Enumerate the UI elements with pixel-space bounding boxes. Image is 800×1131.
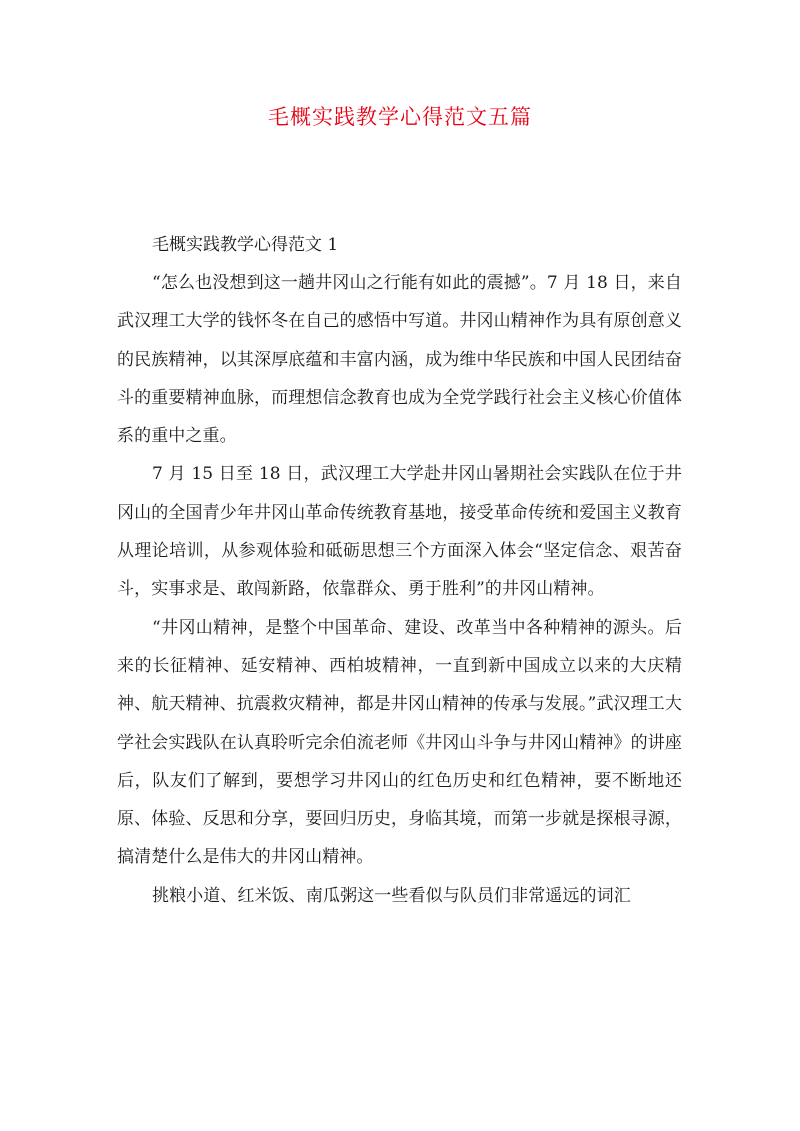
document-body	[117, 226, 682, 915]
paragraph-4: 挑粮小道、红米饭、南瓜粥这一些看似与队员们非常遥远的词汇	[152, 885, 631, 906]
paragraph-1: “怎么也没想到这一趟井冈山之行能有如此的震撼”。7 月 18 日，来自武汉理工大学的钱怀冬在自己的感悟中写道。井冈山精神作为具有原创意义的民族精神，以其深厚底蕴和丰富内涵，成为维中华民族和中国人民团结奋斗的重要精神血脉，而理想信念教育也成为全党学践行社会主义核心价值体系的重中之重。	[117, 273, 682, 447]
paragraph-3: “井冈山精神，是整个中国革命、建设、改革当中各种精神的源头。后来的长征精神、延安精神、西柏坡精神，一直到新中国成立以来的大庆精神、航天精神、抗震救灾精神，都是井冈山精神的传承与发展。”武汉理工大学社会实践队在认真聆听完余伯流老师《井冈山斗争与井冈山精神》的讲座后，队友们了解到，要想学习井冈山的红色历史和红色精神，要不断地还原、体验、反思和分享，要回归历史，身临其境，而第一步就是探根寻源，搞清楚什么是伟大的井冈山精神。	[117, 617, 682, 868]
section-subtitle: 毛概实践教学心得范文 1	[152, 235, 339, 255]
document-title: 毛概实践教学心得范文五篇	[268, 105, 532, 129]
paragraph-2: 7 月 15 日至 18 日，武汉理工大学赴井冈山暑期社会实践队在位于井冈山的全国青少年井冈山革命传统教育基地，接受革命传统和爱国主义教育从理论培训，从参观体验和砥砺思想三个方面深入体会“坚定信念、艰苦奋斗，实事求是、敢闯新路，依靠群众、勇于胜利”的井冈山精神。	[117, 464, 682, 600]
